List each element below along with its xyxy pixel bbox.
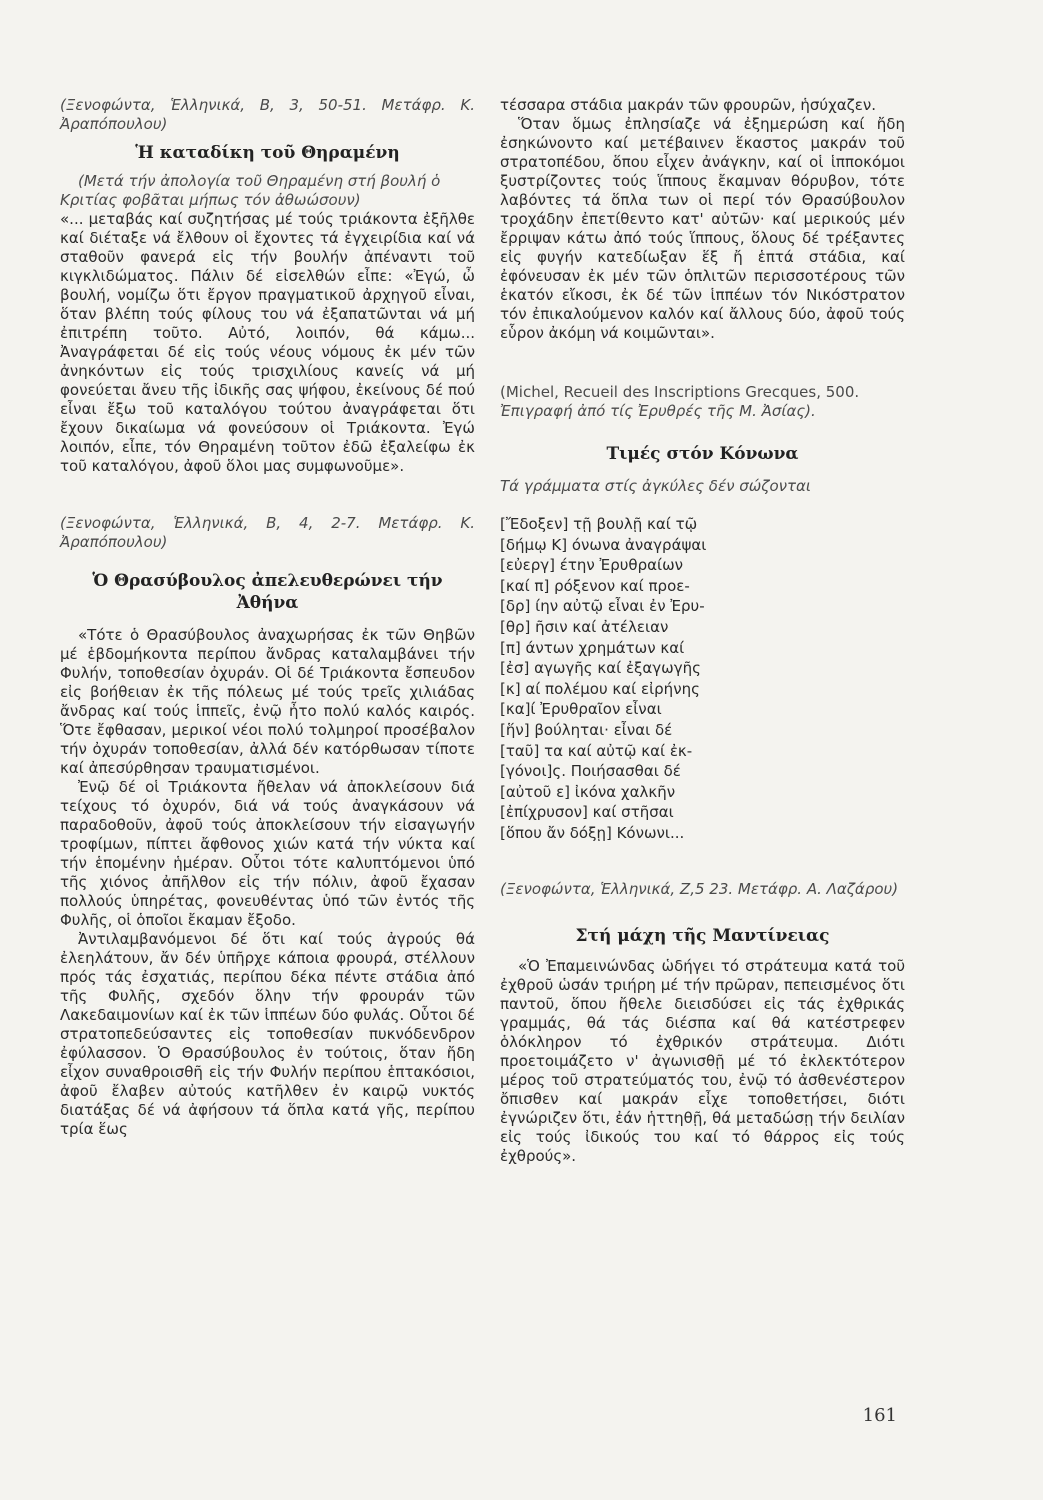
source-citation: (Ξενοφώντα, Ἑλληνικά, Β, 4, 2-7. Μετάφρ. Κ. Ἀραπόπουλου) <box>60 514 475 551</box>
section-heading: Τιμές στόν Κόνωνα <box>606 444 799 464</box>
page-number: 161 <box>862 1405 897 1426</box>
inscription-text: [Ἔδοξεν] τῇ βουλῇ καί τῷ [δήμῳ Κ] όνωνα ἀναγράψαι [εὐεργ] έτην Ἐρυθραίων [καί π] ρόξενον καί προε- [δρ] ίην αὐτῷ εἶναι ἐν Ἐρυ- [θρ] ῆσιν καί ἀτέλειαν [π] άντων χρημάτων καί [ἐσ] αγωγῆς καί ἐξαγωγῆς [κ] αί πολέμου καί εἰρήνης [κα]ί Ἐρυθραῖον εἶναι [ἥν] βούληται· εἶναι δέ [ταῦ] τα καί αὐτῷ καί ἐκ- [γόνοι]ς. Ποιήσασθαι δέ [αὐτοῦ ε] ἰκόνα χαλκῆν [ἐπίχρυσον] καί στῆσαι [ὅπου ἄν δόξῃ] Κόνωνι... <box>500 515 707 842</box>
source-citation: (Ξενοφώντα, Ἑλληνικά, Ζ,5 23. Μετάφρ. Α. Λαζάρου) <box>500 879 899 898</box>
section-intro: Τά γράμματα στίς ἀγκύλες δέν σώζονται <box>500 477 812 495</box>
section-heading: Ἡ καταδίκη τοῦ Θηραμένη <box>135 143 400 163</box>
section-text: «Ὁ Ἐπαμεινώνδας ὡδήγει τό στράτευμα κατά τοῦ ἐχθροῦ ὡσάν τριήρη μέ τήν πρῶραν, πεπεισμένος ὅτι παντοῦ, ὅπου ἤθελε διεισδύσει εἰς τάς ἐχθρικάς γραμμάς, θά τάς διέσπα καί θά κατέστρεφεν ὁλόκληρον τό ἐχθρικόν στράτευμα. Διότι προετοιμάζετο ν' ἀγωνισθῇ μέ τό ἐκλεκτότερον μέρος τοῦ στρατεύματός του, ἐνῷ τό ἀσθενέστερον ὄπισθεν καί μακράν εἶχε τοποθετήσει, διότι ἐγνώριζεν ὅτι, ἐάν ἡττηθῇ, θά μεταδώσῃ τήν δειλίαν εἰς τούς ἰδικούς του καί τό θάρρος εἰς τούς ἐχθρούς». <box>500 956 905 1165</box>
left-column <box>60 96 475 1139</box>
source-citation: (Ξενοφώντα, Ἑλληνικά, Β, 3, 50-51. Μετάφρ. Κ. Ἀραπόπουλου) <box>60 96 475 133</box>
section-text: Ἀντιλαμβανόμενοι δέ ὅτι καί τούς ἀγρούς θά ἐλεηλάτουν, ἄν δέν ὑπῆρχε κάποια φρουρά, στέλλουν πρός τάς ἐσχατιάς, περίπου δέκα πέντε στάδια ἀπό τῆς Φυλῆς, σχεδόν ὅλην τήν φρουράν τῶν Λακεδαιμονίων καί ἐκ τῶν ἱππέων δύο φυλάς. Οὗτοι δέ στρατοπεδεύσαντες εἰς τοποθεσίαν πυκνόδενδρον ἐφύλασσον. Ὁ Θρασύβουλος ἐν τούτοις, ὅταν ἤδη εἶχον συναθροισθῆ εἰς τήν Φυλήν περίπου ἑπτακόσιοι, ἀφοῦ ἔλαβεν αὐτούς κατῆλθεν ἐν καιρῷ νυκτός διατάξας δέ νά ἀφήσουν τά ὅπλα κατά γῆς, περίπου τρία ἕως <box>60 930 475 1138</box>
section-heading: Ὁ Θρασύβουλος ἀπελευθερώνει τήν Ἀθήνα <box>92 571 443 613</box>
section-text: Ἐνῷ δέ οἱ Τριάκοντα ἤθελαν νά ἀποκλείσουν διά τείχους τό ὀχυρόν, διά νά τούς ἀναγκάσουν νά παραδοθοῦν, ἀφοῦ τούς ἀποκλείσουν τήν εἰσαγωγήν τροφίμων, πίπτει ἄφθονος χιών κατά τήν νύκτα καί τήν ἑπομένην ἡμέραν. Οὗτοι τότε καλυπτόμενοι ὑπό τῆς χιόνος ἀπῆλθον εἰς τήν πόλιν, ἀφοῦ ἔχασαν πολλούς ὑπηρέτας, φονευθέντας ὑπό τῶν ἐντός τῆς Φυλῆς, οἱ ὁποῖοι ἔκαμαν ἔξοδο. <box>60 778 475 929</box>
section-text: «... μεταβάς καί συζητήσας μέ τούς τριάκοντα ἐξῆλθε καί διέταξε νά ἔλθουν οἱ ἔχοντες τά ἐγχειρίδια καί νά σταθοῦν φανερά εἰς τήν βουλήν ἀπέναντι τοῦ κιγκλιδώματος. Πάλιν δέ εἰσελθών εἶπε: «Ἐγώ, ὦ βουλή, νομίζω ὅτι ἔργον πραγματικοῦ ἀρχηγοῦ εἶναι, ὅταν βλέπη τούς φίλους του νά ἐξαπατῶνται νά μή ἐπιτρέπη τοῦτο. Αὐτό, λοιπόν, θά κάμω... Ἀναγράφεται δέ εἰς τούς νέους νόμους ἐκ μέν τῶν ἀνηκόντων εἰς τούς τρισχιλίους κανείς νά μή φονεύεται ἄνευ τῆς ἰδικῆς σας ψήφου, ἐκείνους δέ πού εἶναι ἔξω τοῦ καταλόγου τούτου ἀναγράφεται ὅτι ἔχουν δικαίωμα νά φονεύσουν οἱ Τριάκοντα. Ἐγώ λοιπόν, εἶπε, τόν Θηραμένη τοῦτον ἐδῶ ἐξαλείφω ἐκ τοῦ καταλόγου, ἀφοῦ ὅλοι μας συμφωνοῦμε». <box>60 210 475 475</box>
section-text: «Τότε ὁ Θρασύβουλος ἀναχωρήσας ἐκ τῶν Θηβῶν μέ ἑβδομήκοντα περίπου ἄνδρας καταλαμβάνει τήν Φυλήν, τοποθεσίαν ὀχυράν. Οἱ δέ Τριάκοντα ἔσπευδον εἰς βοήθειαν ἐκ τῆς πόλεως μέ τούς τρεῖς χιλιάδας ἄνδρας καί τούς ἱππεῖς, ἐνῷ ἦτο πολύ καλός καιρός. Ὅτε ἔφθασαν, μερικοί νέοι πολύ τολμηροί προσέβαλον τήν ὀχυράν τοποθεσίαν, ἀλλά δέν κατόρθωσαν τίποτε καί ἀπεσύρθησαν τραυματισμένοι. <box>60 626 475 777</box>
section-text: Ὅταν ὅμως ἐπλησίαζε νά ἐξημερώση καί ἤδη ἐσηκώνοντο καί μετέβαινεν ἕκαστος μακράν τοῦ στρατοπέδου, ὅπου εἶχεν ἀνάγκην, καί οἱ ἱπποκόμοι ξυστρίζοντες τούς ἵππους ἔκαμναν θόρυβον, τότε λαβόντες τά ὅπλα των οἱ περί τόν Θρασύβουλον τροχάδην ἐπετίθεντο κατ' αὐτῶν· καί μερικούς μέν ἔρριψαν κάτω ἀπό τούς ἵππους, ὅλους δέ τρέξαντες εἰς φυγήν κατεδίωξαν ἕξ ἤ ἑπτά στάδια, καί ἐφόνευσαν ἐκ μέν τῶν ὁπλιτῶν περισσοτέρους τῶν ἑκατόν εἴκοσι, ἐκ δέ τῶν ἱππέων τόν Νικόστρατον τόν ἐπικαλούμενον καλόν καί ἄλλους δύο, ἀφοῦ τούς εὗρον ἀκόμη νά κοιμῶνται». <box>500 115 905 342</box>
section-intro: (Μετά τήν ἀπολογία τοῦ Θηραμένη στή βουλή ὁ Κριτίας φοβᾶται μήπως τόν ἀθωώσουν) <box>60 172 441 209</box>
section-text: τέσσαρα στάδια μακράν τῶν φρουρῶν, ἡσύχαζεν. <box>500 96 877 114</box>
source-citation: Ἐπιγραφή ἀπό τίς Ἐρυθρές τῆς Μ. Ἀσίας). <box>500 402 816 420</box>
source-citation: (Michel, Recueil des Inscriptions Grecques, 500. <box>500 383 860 401</box>
right-column <box>500 96 905 1166</box>
section-heading: Στή μάχη τῆς Μαντίνειας <box>575 925 830 946</box>
